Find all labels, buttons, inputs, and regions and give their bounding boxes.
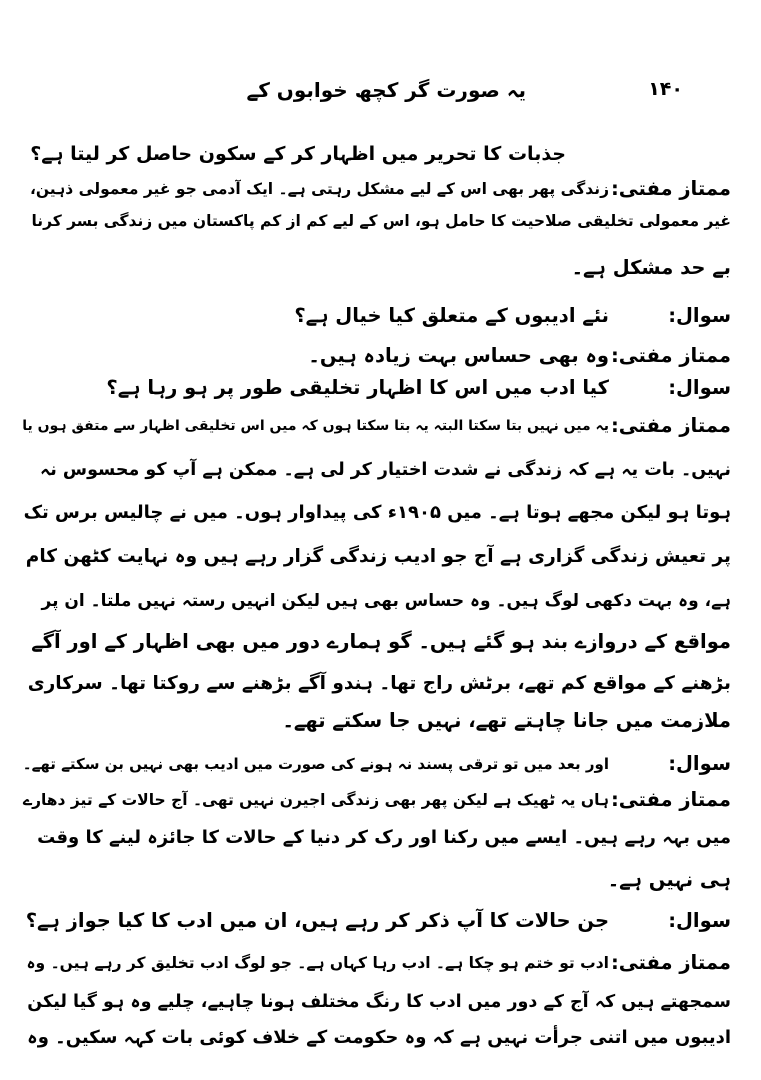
text-line: جذبات کا تحریر میں اظہار کر کے سکون حاصل کر لیتا ہے؟ — [30, 143, 566, 165]
speaker-label: ممتاز مفتی: — [610, 951, 731, 974]
speaker-label: سوال: — [668, 376, 731, 399]
text-line: پر تعیش زندگی گزاری ہے آج جو ادیب زندگی گزار رہے ہیں وہ نہایت کٹھن کام — [25, 546, 731, 567]
page-number: ۱۴۰ — [648, 78, 683, 100]
text-line: سمجھتے ہیں کہ آج کے دور میں ادب کا رنگ مختلف ہونا چاہیے، چلیے وہ ہو گیا لیکن — [27, 992, 731, 1012]
text-line: زندگی پھر بھی اس کے لیے مشکل رہتی ہے۔ ایک آدمی جو غیر معمولی ذہین، — [29, 180, 609, 198]
text-line: ہے، وہ بہت دکھی لوگ ہیں۔ وہ حساس بھی ہیں لیکن انہیں رستہ نہیں ملتا۔ ان پر — [41, 591, 731, 611]
text-line: میں بہہ رہے ہیں۔ ایسے میں رکنا اور رک کر دنیا کے حالات کا جائزہ لینے کا وقت — [37, 827, 731, 848]
text-line: اور بعد میں تو ترقی پسند نہ ہونے کی صورت میں ادیب بھی نہیں بن سکتے تھے۔ — [22, 755, 609, 773]
text-line: نہیں۔ بات یہ ہے کہ زندگی نے شدت اختیار کر لی ہے۔ ممکن ہے آپ کو محسوس نہ — [40, 460, 731, 480]
text-line: کیا ادب میں اس کا اظہار تخلیقی طور پر ہو رہا ہے؟ — [106, 376, 609, 399]
text-line: بے حد مشکل ہے۔ — [571, 256, 731, 279]
speaker-label: ممتاز مفتی: — [610, 177, 731, 200]
speaker-label: ممتاز مفتی: — [610, 414, 731, 437]
speaker-label: سوال: — [668, 909, 731, 932]
speaker-label: سوال: — [668, 304, 731, 327]
text-line: ملازمت میں جانا چاہتے تھے، نہیں جا سکتے تھے۔ — [282, 709, 731, 732]
speaker-label: ممتاز مفتی: — [610, 344, 731, 367]
text-line: وہ بھی حساس بہت زیادہ ہیں۔ — [308, 344, 609, 367]
text-line: نئے ادیبوں کے متعلق کیا خیال ہے؟ — [294, 304, 609, 327]
text-line: ادیبوں میں اتنی جرأت نہیں ہے کہ وہ حکومت کے خلاف کوئی بات کہہ سکیں۔ وہ — [27, 1027, 731, 1048]
running-title: یہ صورت گر کچھ خوابوں کے — [246, 78, 526, 102]
text-line: ادب تو ختم ہو چکا ہے۔ ادب رہا کہاں ہے۔ جو لوگ ادب تخلیق کر رہے ہیں۔ وہ — [26, 954, 609, 972]
text-line: مواقع کے دروازے بند ہو گئے ہیں۔ گو ہمارے دور میں بھی اظہار کے اور آگے — [31, 630, 731, 653]
text-line: ہاں یہ ٹھیک ہے لیکن پھر بھی زندگی اجیرن نہیں تھی۔ آج حالات کے تیز دھارے — [22, 791, 609, 809]
text-line: ہوتا ہو لیکن مجھے ہوتا ہے۔ میں ۱۹۰۵ء کی پیداوار ہوں۔ میں نے چالیس برس تک — [23, 502, 731, 523]
text-line: یہ میں نہیں بتا سکتا البتہ یہ بتا سکتا ہوں کہ میں اس تخلیقی اظہار سے متفق ہوں یا — [22, 418, 609, 434]
page-header — [0, 78, 761, 114]
speaker-label: ممتاز مفتی: — [610, 788, 731, 811]
text-line: بڑھنے کے مواقع کم تھے، برٹش راج تھا۔ ہندو آگے بڑھنے سے روکتا تھا۔ سرکاری — [27, 673, 731, 694]
text-line: غیر معمولی تخلیقی صلاحیت کا حامل ہو، اس کے لیے کم از کم پاکستان میں زندگی بسر کرنا — [31, 212, 731, 230]
text-line: جن حالات کا آپ ذکر کر رہے ہیں، ان میں ادب کا کیا جواز ہے؟ — [25, 909, 609, 932]
text-line: ہی نہیں ہے۔ — [607, 868, 731, 891]
speaker-label: سوال: — [668, 752, 731, 775]
